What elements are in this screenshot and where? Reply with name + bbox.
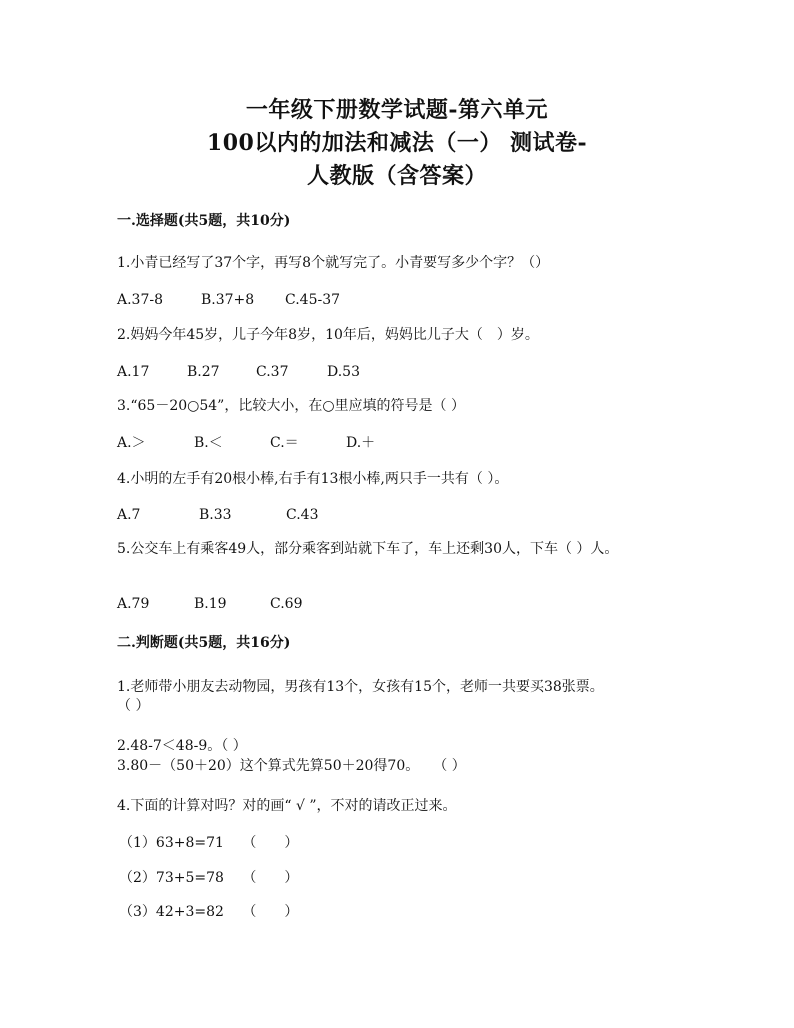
q3-option-c: C.＝ — [270, 435, 299, 451]
title-line-2: 100以内的加法和减法（一） 测试卷- — [206, 130, 588, 156]
q5-option-b: B.19 — [194, 596, 227, 612]
title-line-1: 一年级下册数学试题-第六单元 — [245, 97, 549, 123]
q3-option-d: D.＋ — [346, 435, 376, 451]
question-3: 3.“65－20○54”，比较大小，在○里应填的符号是（ ） — [117, 398, 465, 414]
q5-option-c: C.69 — [270, 596, 303, 612]
q1-option-a: A.37-8 — [117, 292, 164, 308]
q4-option-c: C.43 — [286, 507, 319, 523]
q4-option-a: A.7 — [117, 507, 141, 523]
calc-item-3: （3）42+3=82 （ ） — [119, 904, 299, 920]
q4-option-b: B.33 — [199, 507, 232, 523]
judge-question-1: 1.老师带小朋友去动物园，男孩有13个，女孩有15个，老师一共要买38张票。 — [117, 679, 604, 695]
q2-option-c: C.37 — [256, 364, 289, 380]
q3-option-a: A.＞ — [117, 435, 146, 451]
question-4: 4.小明的左手有20根小棒,右手有13根小棒,两只手一共有（ ）。 — [117, 471, 509, 487]
q3-option-b: B.＜ — [194, 435, 223, 451]
q1-option-c: C.45-37 — [285, 292, 341, 308]
judge-question-4: 4.下面的计算对吗？对的画“ √ ”，不对的请改正过来。 — [117, 798, 457, 814]
q5-option-a: A.79 — [117, 596, 150, 612]
calc-item-2: （2）73+5=78 （ ） — [119, 870, 299, 886]
q2-option-b: B.27 — [187, 364, 220, 380]
judge-question-2: 2.48-7＜48-9。（ ） — [117, 738, 247, 754]
calc-item-1: （1）63+8=71 （ ） — [119, 835, 299, 851]
q1-option-b: B.37+8 — [201, 292, 255, 308]
q2-option-d: D.53 — [327, 364, 360, 380]
section-2-heading: 二.判断题(共5题，共16分) — [117, 635, 291, 651]
judge-question-1-bracket: （ ） — [117, 698, 150, 714]
title-line-3: 人教版（含答案） — [306, 163, 487, 189]
q2-option-a: A.17 — [117, 364, 150, 380]
section-1-heading: 一.选择题(共5题，共10分) — [117, 213, 291, 229]
judge-question-3: 3.80－（50＋20）这个算式先算50＋20得70。 （ ） — [117, 758, 466, 774]
question-5: 5.公交车上有乘客49人，部分乘客到站就下车了，车上还剩30人，下车（ ）人。 — [117, 541, 619, 557]
question-2: 2.妈妈今年45岁，儿子今年8岁，10年后，妈妈比儿子大（ ）岁。 — [117, 327, 539, 343]
question-1: 1.小青已经写了37个字，再写8个就写完了。小青要写多少个字？（） — [117, 255, 550, 271]
